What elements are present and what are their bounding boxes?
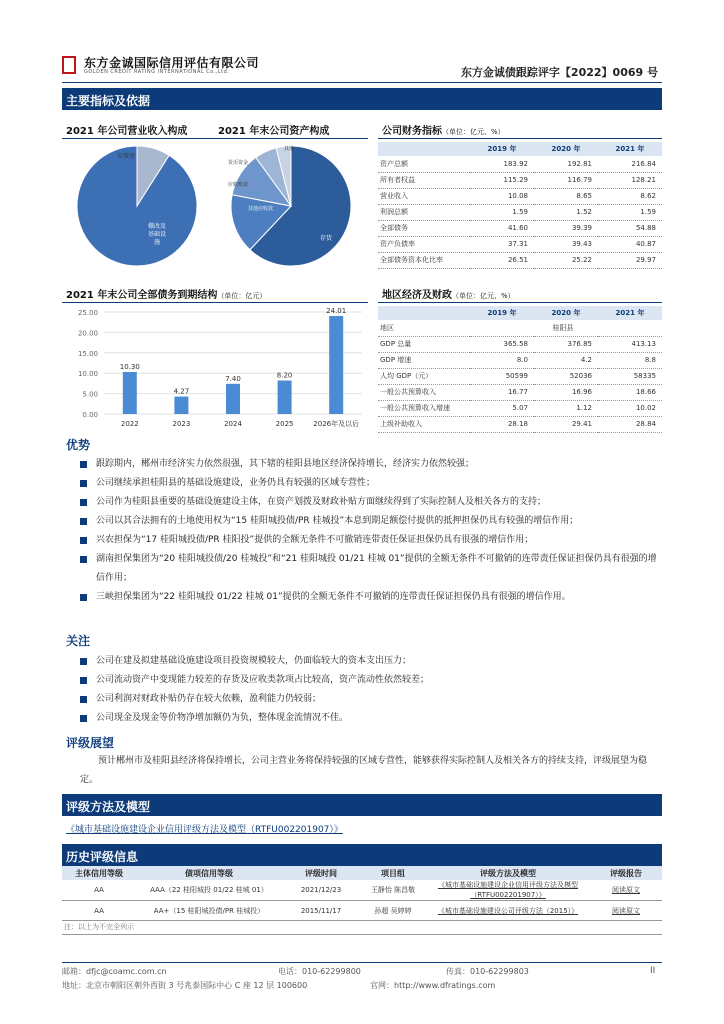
advantages-item [80,531,664,550]
section-bar-methods: 评级方法及模型 [62,794,662,816]
region-row [378,400,662,416]
bullet-square-icon [80,594,87,601]
region-row-label: 人均 GDP（元） [378,368,470,384]
financials-cell: 128.21 [598,172,662,188]
debt-maturity-chart [62,304,368,434]
financials-cell: 1.59 [470,204,534,220]
region-cell: 8.8 [598,352,662,368]
region-cell: 28.84 [598,416,662,432]
financials-row-label: 利润总额 [378,204,470,220]
bar [329,316,343,414]
financials-cell: 192.81 [534,156,598,172]
history-table [62,866,662,921]
history-cell-bond: AAA（22 桂阳城投 01/22 桂城 01） [136,880,282,901]
pie1-slice [77,146,197,266]
y-tick-label: 10.00 [77,370,98,379]
advantages-item-text: 公司作为桂阳县重要的基础设施建设主体，在资产划拨及财政补贴方面继续得到了实际控制人及相关各方的支持； [96,497,547,507]
financials-cell: 10.08 [470,188,534,204]
financials-row-label: 全部债务 [378,220,470,236]
financials-cell: 8.65 [534,188,598,204]
region-unit: （单位：亿元、%） [452,292,515,300]
advantages-list [80,455,664,607]
financials-cell: 1.59 [598,204,662,220]
region-cell: 52036 [534,368,598,384]
bullet-square-icon [80,537,87,544]
outlook-title: 评级展望 [66,736,115,750]
pie2-label-cash: 货币资金 [228,160,249,166]
history-row [62,880,662,901]
advantages-item [80,474,664,493]
region-cell: 16.96 [534,384,598,400]
bar [278,381,292,414]
bullet-square-icon [80,518,87,525]
pie1-title: 2021 年公司营业收入构成 [66,126,188,137]
financials-row [378,220,662,236]
region-cell: 28.18 [470,416,534,432]
financials-cell: 183.92 [470,156,534,172]
bullet-square-icon [80,480,87,487]
bar-value-label: 4.27 [173,387,190,396]
advantages-item-text: 兴农担保为“17 桂阳城投债/PR 桂阳投”提供的全额无条件不可撤销连带责任保证担保仍具有很强的增信作用； [96,535,534,545]
concerns-item-text: 公司利润对财政补贴仍存在较大依赖，盈利能力仍较弱； [96,694,322,704]
financials-cell: 216.84 [598,156,662,172]
region-cell: 376.85 [534,336,598,352]
region-header-year: 2021 年 [598,306,662,320]
bar-value-label: 7.40 [225,374,241,383]
advantages-item [80,512,664,531]
advantages-item-text: 三峡担保集团为“22 桂阳城投 01/22 桂城 01”提供的全额无条件不可撤销的连带责任保证担保仍具有很强的增信作用。 [96,592,571,602]
bar-value-label: 24.01 [326,307,347,316]
section-bar-main-indicators: 主要指标及依据 [62,88,662,110]
financials-unit: （单位：亿元、%） [442,128,505,136]
advantages-title: 优势 [66,438,91,452]
history-cell-date: 2015/11/17 [282,901,360,921]
y-tick-label: 5.00 [82,390,98,399]
region-cell: 8.0 [470,352,534,368]
region-row-label: 上级补助收入 [378,416,470,432]
financials-header-year: 2020 年 [534,142,598,156]
debt-chart-unit: （单位：亿元） [217,292,267,300]
bar [226,384,240,414]
financials-row [378,188,662,204]
history-cell-subject: AA [62,901,136,921]
financials-row [378,236,662,252]
advantages-item [80,455,664,474]
pie1-label-small: 安置房 [116,153,136,160]
financials-cell: 115.29 [470,172,534,188]
advantages-item-text: 公司继续承担桂阳县的基础设施建设，业务仍具有较强的区域专营性； [96,478,376,488]
footer-website[interactable]: 官网：http://www.dfratings.com [370,981,496,990]
financials-table [378,142,662,269]
concerns-item [80,652,664,671]
financials-underline [378,138,662,139]
x-tick-label: 2022 [120,420,139,428]
concerns-item [80,671,664,690]
region-cell: 10.02 [598,400,662,416]
concerns-list [80,652,664,728]
history-cell-team: 孙超 吴婷婷 [360,901,426,921]
financials-cell: 39.43 [534,236,598,252]
region-row [378,336,662,352]
pie1-label-big-3: 施 [153,239,161,246]
method-link[interactable]: 《城市基础设施建设企业信用评级方法及模型（RTFU002201907）》 [66,825,343,835]
region-cell: 413.13 [598,336,662,352]
section-bar-history: 历史评级信息 [62,844,662,866]
pie2-label-other: 其他 [284,146,295,152]
document-number: 东方金诚债跟踪评字【2022】0069 号 [460,66,658,79]
region-underline [378,302,662,303]
bar [174,397,188,414]
history-cell-subject: AA [62,880,136,901]
financials-row-label: 营业收入 [378,188,470,204]
region-row-label: GDP 总量 [378,336,470,352]
region-cell: 29.41 [534,416,598,432]
region-row [378,368,662,384]
footer-divider [62,962,662,963]
financials-cell: 40.87 [598,236,662,252]
pie-title-underline [62,138,368,139]
concerns-item-text: 公司现金及现金等价物净增加额仍为负，整体现金流情况不佳。 [96,713,349,723]
y-tick-label: 15.00 [77,349,98,358]
history-cell-report[interactable]: 阅读原文 [590,901,662,921]
region-area-row [378,320,662,336]
company-name-cn: 东方金诚国际信用评估有限公司 [84,56,260,70]
history-header: 评级方法及模型 [426,866,590,880]
history-cell-method[interactable]: 《城市基础设施建设公司评级方法（2015）》 [426,901,590,921]
history-header-row [62,866,662,880]
concerns-item [80,690,664,709]
region-title-text: 地区经济及财政 [382,290,452,301]
header-divider [62,82,662,83]
region-cell: 18.66 [598,384,662,400]
financials-cell: 29.97 [598,252,662,268]
history-header: 债项信用等级 [136,866,282,880]
financials-header-row [378,142,662,156]
region-row-label: 一般公共预算收入增速 [378,400,470,416]
history-divider [62,934,662,935]
financials-row-label: 资产负债率 [378,236,470,252]
financials-row-label: 所有者权益 [378,172,470,188]
debt-chart-title-text: 2021 年末公司全部债务到期结构 [66,290,218,301]
financials-cell: 116.79 [534,172,598,188]
financials-row [378,172,662,188]
financials-cell: 8.62 [598,188,662,204]
page-number: II [650,966,656,976]
financials-title-text: 公司财务指标 [382,126,442,137]
financials-cell: 39.39 [534,220,598,236]
history-header: 项目组 [360,866,426,880]
debt-chart-underline [62,302,368,303]
financials-cell: 26.51 [470,252,534,268]
financials-cell: 54.88 [598,220,662,236]
financials-cell: 41.60 [470,220,534,236]
history-row [62,901,662,921]
financials-row-label: 全部债务资本化比率 [378,252,470,268]
region-row [378,384,662,400]
advantages-item-text: 湖南担保集团为“20 桂阳城投债/20 桂城投”和“21 桂阳城投 01/21 桂城 01”提供的全额无条件不可撤销的连带责任保证担保仍具有很强的增信作用； [96,554,657,583]
history-cell-team: 王静怡 陈昌敬 [360,880,426,901]
footer-email: 邮箱：dfjc@coamc.com.cn [62,967,167,976]
x-tick-label: 2024 [224,420,242,428]
history-header: 评级时间 [282,866,360,880]
financials-cell: 25.22 [534,252,598,268]
bullet-square-icon [80,677,87,684]
financials-row [378,204,662,220]
pie2-title: 2021 年末公司资产构成 [218,126,330,137]
region-header-year: 2020 年 [534,306,598,320]
region-cell: 5.07 [470,400,534,416]
financials-cell: 1.52 [534,204,598,220]
financials-row-label: 资产总额 [378,156,470,172]
pie2-label-inventory: 存货 [320,235,333,242]
region-cell: 365.58 [470,336,534,352]
company-name-en: GOLDEN CREDIT RATING INTERNATIONAL Co.,Ltd. [84,69,230,75]
pie2-label-receivable: 应收账款 [228,182,249,188]
pie1-revenue-composition [77,146,197,266]
region-header-year: 2019 年 [470,306,534,320]
advantages-item [80,550,664,588]
pie2-label-other-receivable: 其他应收款 [248,206,274,212]
region-cell: 16.77 [470,384,534,400]
region-row [378,416,662,432]
region-cell: 50599 [470,368,534,384]
bullet-square-icon [80,461,87,468]
advantages-item [80,588,664,607]
financials-header-year: 2021 年 [598,142,662,156]
concerns-title: 关注 [66,634,91,648]
history-note: 注：以上为不完全列示 [64,923,134,931]
logo-icon [62,56,76,74]
y-tick-label: 20.00 [77,329,98,338]
bar-value-label: 8.20 [276,371,293,380]
region-row [378,352,662,368]
region-table [378,306,662,433]
region-header-blank [378,306,470,320]
region-row-label: GDP 增速 [378,352,470,368]
concerns-item-text: 公司流动资产中变现能力较差的存货及应收类款项占比较高，资产流动性依然较差； [96,675,430,685]
x-tick-label: 2023 [172,420,191,428]
region-cell: 4.2 [534,352,598,368]
y-tick-label: 0.00 [82,411,98,419]
bar-value-label: 10.30 [119,362,140,371]
pie1-label-big-1: 棚改及 [147,223,167,230]
region-area-value: 桂阳县 [470,320,662,336]
region-area-label: 地区 [378,320,470,336]
financials-row [378,156,662,172]
x-tick-label: 2026年及以后 [313,420,360,428]
region-cell: 58335 [598,368,662,384]
region-header-row [378,306,662,320]
region-row-label: 一般公共预算收入 [378,384,470,400]
footer-address: 地址：北京市朝阳区朝外西街 3 号兆泰国际中心 C 座 12 层 100600 [62,981,308,990]
bullet-square-icon [80,658,87,665]
debt-chart-title [66,286,266,301]
advantages-item-text: 公司以其合法拥有的土地使用权为“15 桂阳城投债/PR 桂城投”本息到期足额偿付提供的抵押担保仍具有较强的增信作用； [96,516,579,526]
financials-title [382,122,505,137]
concerns-item [80,709,664,728]
pie-charts [62,140,368,272]
x-tick-label: 2025 [275,420,294,428]
advantages-item [80,493,664,512]
bullet-square-icon [80,715,87,722]
financials-header-blank [378,142,470,156]
bullet-square-icon [80,696,87,703]
outlook-text: 预计郴州市及桂阳县经济将保持增长，公司主营业务将保持较强的区域专营性，能够获得实际控制人及相关各方的持续支持，评级展望为稳定。 [80,756,648,785]
y-tick-label: 25.00 [77,309,98,317]
history-header: 主体信用等级 [62,866,136,880]
footer-fax: 传真：010-62299803 [446,967,529,976]
advantages-item-text: 跟踪期内，郴州市经济实力依然很强，其下辖的桂阳县地区经济保持增长，经济实力依然较强； [96,459,475,469]
history-cell-method[interactable]: 《城市基础设施建设企业信用评级方法及模型（RTFU002201907）》 [426,880,590,901]
footer-phone: 电话：010-62299800 [278,967,361,976]
pie1-label-big-2: 基础设 [147,231,167,238]
region-title [382,286,515,301]
history-cell-report[interactable]: 阅读原文 [590,880,662,901]
history-header: 评级报告 [590,866,662,880]
financials-row [378,252,662,268]
region-cell: 1.12 [534,400,598,416]
history-cell-date: 2021/12/23 [282,880,360,901]
bullet-square-icon [80,499,87,506]
bullet-square-icon [80,556,87,563]
financials-cell: 37.31 [470,236,534,252]
history-cell-bond: AA+（15 桂阳城投债/PR 桂城投） [136,901,282,921]
financials-header-year: 2019 年 [470,142,534,156]
concerns-item-text: 公司在建及拟建基础设施建设项目投资规模较大，仍面临较大的资本支出压力； [96,656,412,666]
bar [123,372,137,414]
